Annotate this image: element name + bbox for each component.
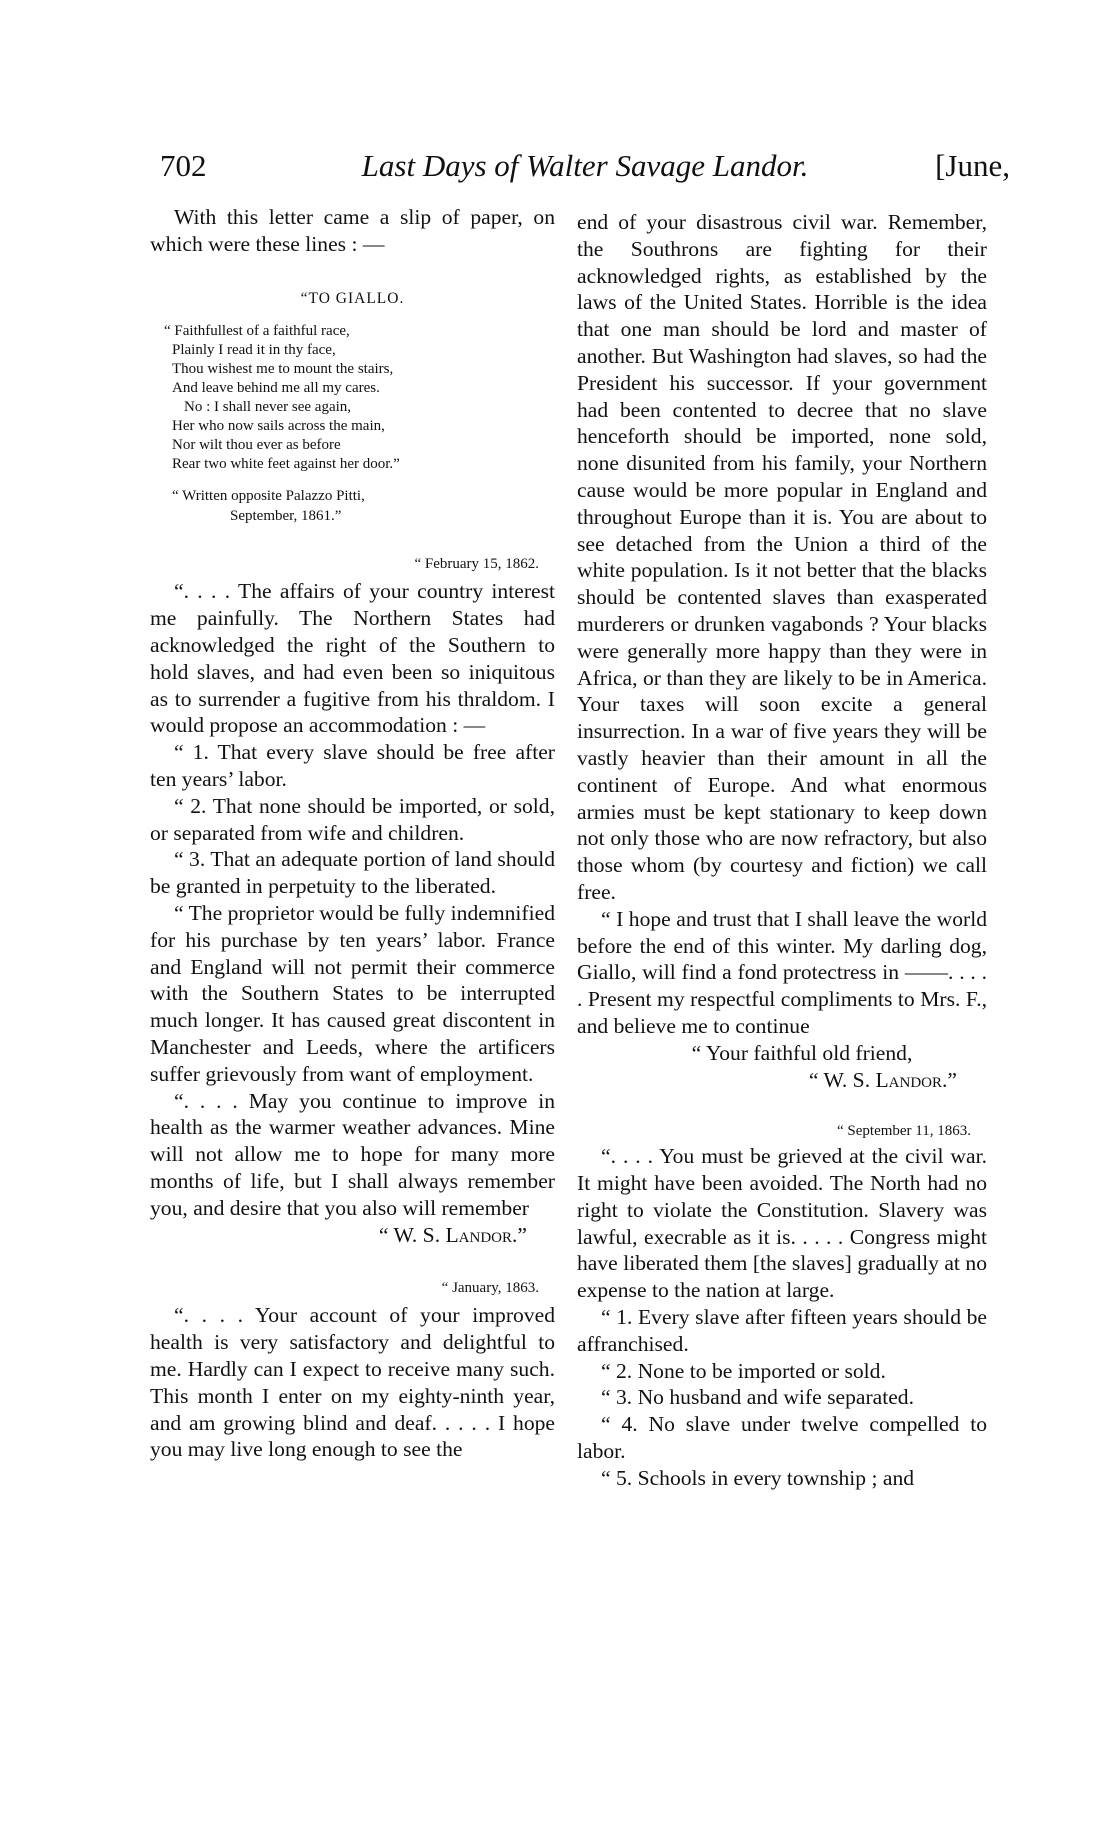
poem-line: And leave behind me all my cares. (172, 380, 380, 397)
letter-date: “ September 11, 1863. (837, 1123, 971, 1140)
poem-title: “TO GIALLO. (300, 289, 405, 307)
credit-line: September, 1861.” (230, 508, 342, 525)
body-paragraph: “ 2. None to be imported or sold. (601, 1358, 886, 1383)
poem (164, 322, 555, 474)
signature: “ W. S. Landor.” (808, 1067, 957, 1092)
credit-line: “ Written opposite Palazzo Pitti, (172, 488, 365, 505)
body-paragraph: “ 5. Schools in every township ; and (601, 1465, 915, 1490)
left-column (150, 204, 555, 1463)
body-paragraph: “ The proprietor would be fully indemnified for his purchase by ten years’ labor. France and England will not permit their commerce with the Southern States to be interrupted much longer. It has caused great discontent in Manchester and Leeds, where the artificers suffer grievously from want of employment. (150, 900, 555, 1086)
running-title: Last Days of Walter Savage Landor. (361, 148, 809, 183)
closing-line: “ Your faithful old friend, (691, 1040, 913, 1065)
poem-line: Plainly I read it in thy face, (172, 342, 336, 359)
body-paragraph: “ 4. No slave under twelve compelled to labor. (577, 1412, 987, 1464)
letter-date: “ February 15, 1862. (414, 556, 539, 573)
body-paragraph: “. . . . You must be grieved at the civil war. It might have been avoided. The North had no right to violate the Constitution. Slavery was lawful, execrable as it is. . . . . Congress might have liberated them [the slaves] gradually at no expense to the nation at large. (577, 1144, 987, 1303)
poem-line: Nor wilt thou ever as before (172, 437, 341, 454)
poem-credit (172, 486, 555, 526)
body-paragraph: “ 3. No husband and wife separated. (601, 1385, 915, 1410)
poem-line: “ Faithfullest of a faithful race, (164, 323, 350, 340)
header-month: [June, (935, 148, 1010, 183)
right-column (577, 209, 987, 1492)
body-paragraph: “ 2. That none should be imported, or sold, or separated from wife and children. (150, 793, 555, 845)
body-paragraph: “. . . . Your account of your improved health is very satisfactory and delightful to me. Hardly can I expect to receive many such. This month I enter on my eighty-ninth year, and am growing blind and deaf. . . . . I hope you may live long enough to see the (150, 1303, 555, 1462)
poem-line: Rear two white feet against her door.” (172, 456, 400, 473)
body-paragraph: “ 3. That an adequate portion of land should be granted in perpetuity to the liberated. (150, 847, 555, 899)
signature: “ W. S. Landor.” (378, 1222, 527, 1247)
poem-line: Her who now sails across the main, (172, 418, 385, 435)
poem-line: No : I shall never see again, (184, 399, 352, 416)
body-paragraph: end of your disastrous civil war. Remember, the Southrons are fighting for their acknowledged rights, as established by the laws of the United States. Horrible is the idea that one man should be lord and master of another. But Washington had slaves, so had the President his successor. If your government had been contented to decree that no slave henceforth should be imported, none sold, none disunited from his family, your Northern cause would be more popular in England and throughout Europe than it is. You are about to see detached from the Union a third of the white population. Is it not better that the blacks should be contented slaves than exasperated murderers or drunken vagabonds ? Your blacks were generally more happy than they were in Africa, or than they are likely to be in America. Your taxes will soon excite a general insurrection. In a war of five years they will be vastly heavier than their amount in all the continent of Europe. And what enormous armies must be kept stationary to keep down not only those who are now refractory, but also those whom (by courtesy and fiction) we call free. (577, 210, 987, 904)
body-paragraph: “ 1. Every slave after fifteen years should be affranchised. (577, 1305, 987, 1356)
body-paragraph: “. . . . The affairs of your country interest me painfully. The Northern States had acknowledged the right of the Southern to hold slaves, and had even been so iniquitous as to surrender a fugitive from his thraldom. I would propose an accommodation : — (150, 579, 555, 738)
intro-paragraph: With this letter came a slip of paper, on which were these lines : — (150, 205, 555, 256)
page-header (160, 148, 1010, 192)
letter-date: “ January, 1863. (441, 1280, 539, 1297)
poem-line: Thou wishest me to mount the stairs, (172, 361, 394, 378)
page-number: 702 (160, 148, 207, 183)
body-paragraph: “ 1. That every slave should be free after ten years’ labor. (150, 740, 555, 791)
body-paragraph: “. . . . May you continue to improve in health as the warmer weather advances. Mine will not allow me to hope for many more months of life, but I shall always remember you, and desire that you also will remember (150, 1088, 555, 1220)
body-paragraph: “ I hope and trust that I shall leave the world before the end of this winter. My darling dog, Giallo, will find a fond protectress in ——. . . . . Present my respectful compliments to Mrs. F., and believe me to continue (577, 906, 987, 1038)
